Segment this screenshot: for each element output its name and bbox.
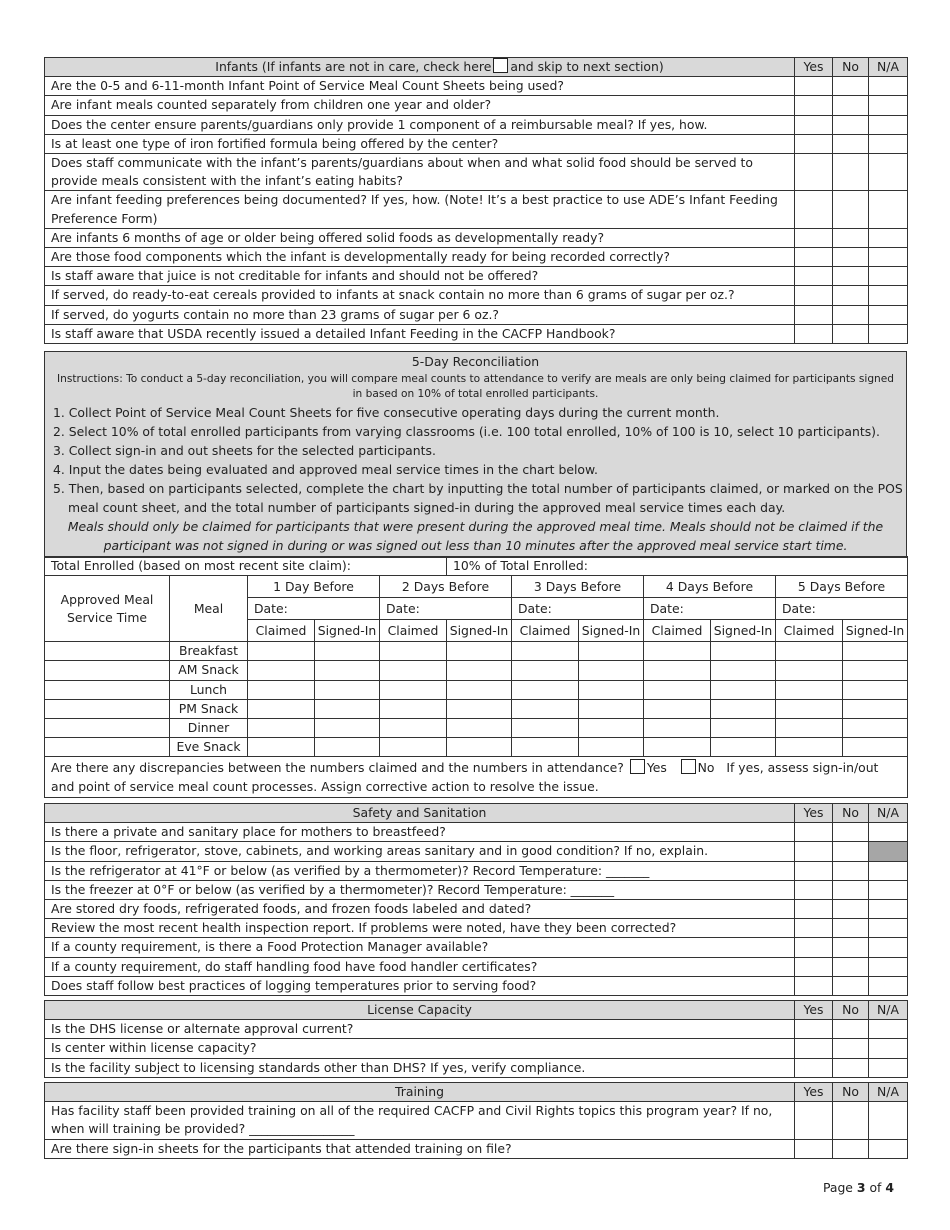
no-answer-cell[interactable] xyxy=(833,1039,869,1058)
na-answer-cell[interactable] xyxy=(869,919,908,938)
no-header: No xyxy=(833,1083,869,1102)
no-header: No xyxy=(833,804,869,823)
day-header: 4 Days Before xyxy=(644,576,776,598)
signed-in-cell[interactable] xyxy=(843,642,908,661)
signed-in-cell[interactable] xyxy=(843,661,908,680)
question-row xyxy=(45,191,908,228)
discrepancy-no-checkbox[interactable] xyxy=(681,759,696,774)
yes-answer-cell[interactable] xyxy=(795,1102,833,1139)
question-row xyxy=(45,1139,908,1158)
na-answer-cell[interactable] xyxy=(869,842,908,861)
meal-row xyxy=(45,680,908,699)
no-answer-cell[interactable] xyxy=(833,1139,869,1158)
yes-answer-cell[interactable] xyxy=(795,938,833,957)
signed-in-cell[interactable] xyxy=(843,680,908,699)
of-word: of xyxy=(869,1180,882,1195)
claimed-cell[interactable] xyxy=(644,642,711,661)
step-item: 5. Then, based on participants selected, complete the chart by inputting the total number of participants claimed, or marked on the POS meal count sheet, and the total number of participants signed-in during the approved meal service times each day. xyxy=(53,481,903,515)
signed-in-cell[interactable] xyxy=(315,661,380,680)
meal-header: Meal xyxy=(170,576,248,642)
na-answer-cell[interactable] xyxy=(869,938,908,957)
na-answer-cell[interactable] xyxy=(869,191,908,228)
no-answer-cell[interactable] xyxy=(833,228,869,247)
claimed-cell[interactable] xyxy=(248,699,315,718)
day-header: 1 Day Before xyxy=(248,576,380,598)
yes-answer-cell[interactable] xyxy=(795,1139,833,1158)
step-item: 1. Collect Point of Service Meal Count Sheets for five consecutive operating days during the current month. xyxy=(53,405,720,420)
question-row xyxy=(45,115,908,134)
claimed-cell[interactable] xyxy=(644,719,711,738)
question-row xyxy=(45,1039,908,1058)
signed-in-cell[interactable] xyxy=(315,642,380,661)
no-answer-cell[interactable] xyxy=(833,900,869,919)
question-row xyxy=(45,1102,908,1139)
discrepancy-tail: If yes, assess sign-in/out xyxy=(726,760,879,776)
signed-in-cell[interactable] xyxy=(843,699,908,718)
service-time-cell[interactable] xyxy=(45,680,170,699)
date-field[interactable]: Date: xyxy=(512,598,644,620)
signed-in-header: Signed-In xyxy=(843,620,908,642)
meal-row xyxy=(45,661,908,680)
no-header: No xyxy=(833,58,869,77)
yes-answer-cell[interactable] xyxy=(795,286,833,305)
claimed-header: Claimed xyxy=(248,620,315,642)
signed-in-cell[interactable] xyxy=(579,680,644,699)
na-answer-cell[interactable] xyxy=(869,154,908,191)
na-answer-cell[interactable] xyxy=(869,305,908,324)
yes-answer-cell[interactable] xyxy=(795,267,833,286)
yes-answer-cell[interactable] xyxy=(795,154,833,191)
signed-in-cell[interactable] xyxy=(579,661,644,680)
question-row xyxy=(45,880,908,899)
service-time-cell[interactable] xyxy=(45,699,170,718)
question-row xyxy=(45,228,908,247)
question-text: Is the facility subject to licensing standards other than DHS? If yes, verify compliance. xyxy=(45,1058,795,1077)
na-header: N/A xyxy=(869,1083,908,1102)
na-answer-cell[interactable] xyxy=(869,248,908,267)
question-text: Is staff aware that juice is not creditable for infants and should not be offered? xyxy=(45,267,795,286)
signed-in-cell[interactable] xyxy=(843,738,908,757)
day-header: 5 Days Before xyxy=(776,576,908,598)
yes-header: Yes xyxy=(795,804,833,823)
signed-in-cell[interactable] xyxy=(447,680,512,699)
discrepancy-yes-checkbox[interactable] xyxy=(630,759,645,774)
step-item: 3. Collect sign-in and out sheets for the selected participants. xyxy=(53,443,436,458)
claimed-cell[interactable] xyxy=(644,661,711,680)
yes-answer-cell[interactable] xyxy=(795,900,833,919)
question-text: Is center within license capacity? xyxy=(45,1039,795,1058)
question-row xyxy=(45,823,908,842)
question-text: If a county requirement, do staff handling food have food handler certificates? xyxy=(45,957,795,976)
claimed-cell[interactable] xyxy=(380,680,447,699)
meal-label: Breakfast xyxy=(170,642,248,661)
no-answer-cell[interactable] xyxy=(833,115,869,134)
na-answer-cell[interactable] xyxy=(869,1039,908,1058)
no-answer-cell[interactable] xyxy=(833,267,869,286)
question-row xyxy=(45,1058,908,1077)
discrepancy-row xyxy=(45,757,908,798)
claimed-cell[interactable] xyxy=(512,680,579,699)
signed-in-cell[interactable] xyxy=(315,719,380,738)
na-answer-cell[interactable] xyxy=(869,900,908,919)
na-answer-cell[interactable] xyxy=(869,77,908,96)
na-answer-cell[interactable] xyxy=(869,1020,908,1039)
claimed-cell[interactable] xyxy=(512,738,579,757)
day-header: 2 Days Before xyxy=(380,576,512,598)
claimed-cell[interactable] xyxy=(776,642,843,661)
question-row xyxy=(45,1020,908,1039)
signed-in-cell[interactable] xyxy=(711,719,776,738)
question-row xyxy=(45,305,908,324)
training-title: Training xyxy=(45,1083,795,1102)
infants-not-in-care-checkbox[interactable] xyxy=(493,58,508,73)
date-field[interactable]: Date: xyxy=(380,598,512,620)
question-text: If a county requirement, is there a Food Protection Manager available? xyxy=(45,938,795,957)
day-header: 3 Days Before xyxy=(512,576,644,598)
signed-in-cell[interactable] xyxy=(579,719,644,738)
claimed-cell[interactable] xyxy=(380,738,447,757)
claimed-cell[interactable] xyxy=(512,699,579,718)
no-answer-cell[interactable] xyxy=(833,1058,869,1077)
question-row xyxy=(45,919,908,938)
yes-header: Yes xyxy=(795,1083,833,1102)
no-answer-cell[interactable] xyxy=(833,1020,869,1039)
claimed-cell[interactable] xyxy=(248,642,315,661)
question-row xyxy=(45,77,908,96)
signed-in-cell[interactable] xyxy=(447,699,512,718)
question-text: Is staff aware that USDA recently issued a detailed Infant Feeding in the CACFP Handbook? xyxy=(45,324,795,343)
signed-in-cell[interactable] xyxy=(447,642,512,661)
signed-in-cell[interactable] xyxy=(711,642,776,661)
question-row xyxy=(45,324,908,343)
yes-answer-cell[interactable] xyxy=(795,134,833,153)
question-row xyxy=(45,957,908,976)
na-answer-cell[interactable] xyxy=(869,96,908,115)
na-answer-cell[interactable] xyxy=(869,1139,908,1158)
yes-answer-cell[interactable] xyxy=(795,880,833,899)
signed-in-cell[interactable] xyxy=(843,719,908,738)
meal-row xyxy=(45,738,908,757)
no-answer-cell[interactable] xyxy=(833,861,869,880)
question-text: Is the DHS license or alternate approval current? xyxy=(45,1020,795,1039)
date-field[interactable]: Date: xyxy=(248,598,380,620)
meal-row xyxy=(45,642,908,661)
na-header: N/A xyxy=(869,1001,908,1020)
no-answer-cell[interactable] xyxy=(833,286,869,305)
signed-in-cell[interactable] xyxy=(579,642,644,661)
signed-in-header: Signed-In xyxy=(711,620,776,642)
infants-table xyxy=(44,57,908,344)
na-answer-cell[interactable] xyxy=(869,1058,908,1077)
signed-in-cell[interactable] xyxy=(579,738,644,757)
yes-answer-cell[interactable] xyxy=(795,324,833,343)
question-text: Is the freezer at 0°F or below (as verified by a thermometer)? Record Temperature: _______ xyxy=(45,880,795,899)
safety-table xyxy=(44,803,908,996)
discrepancy-no-label: No xyxy=(697,760,715,776)
meal-label: Eve Snack xyxy=(170,738,248,757)
yes-answer-cell[interactable] xyxy=(795,77,833,96)
signed-in-cell[interactable] xyxy=(315,738,380,757)
question-text: Does the center ensure parents/guardians only provide 1 component of a reimbursable meal? If yes, how. xyxy=(45,115,795,134)
no-answer-cell[interactable] xyxy=(833,823,869,842)
na-answer-cell[interactable] xyxy=(869,880,908,899)
discrepancy-line2: and point of service meal count processes. Assign corrective action to resolve the issue. xyxy=(51,779,599,795)
question-row xyxy=(45,900,908,919)
no-answer-cell[interactable] xyxy=(833,154,869,191)
no-answer-cell[interactable] xyxy=(833,305,869,324)
claimed-cell[interactable] xyxy=(776,680,843,699)
infants-subtitle-pre: (If infants are not in care, check here xyxy=(261,59,492,74)
question-row xyxy=(45,248,908,267)
reconciliation-instructions: Instructions: To conduct a 5-day reconciliation, you will compare meal counts to attendance to verify are meals are only being claimed for participants signed in based on 10% of total enrolled participants. xyxy=(56,373,895,400)
claimed-cell[interactable] xyxy=(380,719,447,738)
question-row xyxy=(45,842,908,861)
reconciliation-section xyxy=(44,351,907,558)
na-answer-cell[interactable] xyxy=(869,861,908,880)
yes-answer-cell[interactable] xyxy=(795,919,833,938)
question-text: Has facility staff been provided training on all of the required CACFP and Civil Rights topics this program year? If no, when will training be provided? _________________ xyxy=(45,1102,795,1139)
total-enrolled-label: Total Enrolled (based on most recent site claim): xyxy=(45,557,447,576)
yes-answer-cell[interactable] xyxy=(795,823,833,842)
date-field[interactable]: Date: xyxy=(776,598,908,620)
na-answer-cell[interactable] xyxy=(869,976,908,995)
question-text: Does staff follow best practices of logging temperatures prior to serving food? xyxy=(45,976,795,995)
question-row xyxy=(45,861,908,880)
yes-header: Yes xyxy=(795,58,833,77)
signed-in-cell[interactable] xyxy=(579,699,644,718)
no-answer-cell[interactable] xyxy=(833,1102,869,1139)
question-text: Is there a private and sanitary place for mothers to breastfeed? xyxy=(45,823,795,842)
service-time-cell[interactable] xyxy=(45,642,170,661)
claimed-cell[interactable] xyxy=(248,719,315,738)
claimed-cell[interactable] xyxy=(644,680,711,699)
question-text: Are infants 6 months of age or older being offered solid foods as developmentally ready? xyxy=(45,228,795,247)
yes-answer-cell[interactable] xyxy=(795,115,833,134)
no-answer-cell[interactable] xyxy=(833,77,869,96)
no-answer-cell[interactable] xyxy=(833,96,869,115)
no-answer-cell[interactable] xyxy=(833,938,869,957)
question-text: If served, do yogurts contain no more than 23 grams of sugar per 6 oz.? xyxy=(45,305,795,324)
question-text: Is at least one type of iron fortified formula being offered by the center? xyxy=(45,134,795,153)
reconciliation-note: Meals should only be claimed for participants that were present during the approved meal time. Meals should not be claimed if the participant was not signed in during or was signed out less than 10 minutes after the approved meal service start time. xyxy=(67,519,884,553)
training-table xyxy=(44,1082,908,1159)
na-answer-cell[interactable] xyxy=(869,957,908,976)
reconciliation-steps xyxy=(45,403,906,517)
question-row xyxy=(45,134,908,153)
no-answer-cell[interactable] xyxy=(833,324,869,343)
no-answer-cell[interactable] xyxy=(833,842,869,861)
meal-label: Lunch xyxy=(170,680,248,699)
claimed-cell[interactable] xyxy=(380,699,447,718)
yes-answer-cell[interactable] xyxy=(795,842,833,861)
ten-percent-label: 10% of Total Enrolled: xyxy=(447,557,908,576)
claimed-cell[interactable] xyxy=(776,719,843,738)
yes-answer-cell[interactable] xyxy=(795,957,833,976)
question-text: Review the most recent health inspection report. If problems were noted, have they been corrected? xyxy=(45,919,795,938)
na-answer-cell[interactable] xyxy=(869,115,908,134)
signed-in-cell[interactable] xyxy=(447,738,512,757)
discrepancy-question: Are there any discrepancies between the numbers claimed and the numbers in attendance? xyxy=(51,760,624,776)
question-row xyxy=(45,267,908,286)
meal-row xyxy=(45,719,908,738)
question-row xyxy=(45,154,908,191)
license-title: License Capacity xyxy=(45,1001,795,1020)
yes-answer-cell[interactable] xyxy=(795,248,833,267)
na-header: N/A xyxy=(869,58,908,77)
na-answer-cell[interactable] xyxy=(869,228,908,247)
question-text: Are those food components which the infant is developmentally ready for being recorded correctly? xyxy=(45,248,795,267)
na-answer-cell[interactable] xyxy=(869,324,908,343)
meal-label: Dinner xyxy=(170,719,248,738)
step-item: 2. Select 10% of total enrolled participants from varying classrooms (i.e. 100 total enrolled, 10% of 100 is 10, select 10 participants). xyxy=(53,424,880,439)
claimed-cell[interactable] xyxy=(512,642,579,661)
claimed-header: Claimed xyxy=(644,620,711,642)
question-text: Are infant feeding preferences being documented? If yes, how. (Note! It’s a best practice to use ADE’s Infant Feeding Preference Form) xyxy=(45,191,795,228)
yes-header: Yes xyxy=(795,1001,833,1020)
yes-answer-cell[interactable] xyxy=(795,1039,833,1058)
reconciliation-title: 5-Day Reconciliation xyxy=(411,354,540,369)
yes-answer-cell[interactable] xyxy=(795,861,833,880)
question-text: Is the refrigerator at 41°F or below (as verified by a thermometer)? Record Temperature: _______ xyxy=(45,861,795,880)
approved-time-header: Approved Meal Service Time xyxy=(45,576,170,642)
signed-in-header: Signed-In xyxy=(579,620,644,642)
page-word: Page xyxy=(822,1180,853,1195)
service-time-cell[interactable] xyxy=(45,661,170,680)
service-time-cell[interactable] xyxy=(45,719,170,738)
meal-label: PM Snack xyxy=(170,699,248,718)
no-answer-cell[interactable] xyxy=(833,880,869,899)
signed-in-cell[interactable] xyxy=(711,738,776,757)
claimed-cell[interactable] xyxy=(776,661,843,680)
question-text: Are infant meals counted separately from children one year and older? xyxy=(45,96,795,115)
na-header: N/A xyxy=(869,804,908,823)
question-row xyxy=(45,976,908,995)
question-text: Are the 0-5 and 6-11-month Infant Point of Service Meal Count Sheets being used? xyxy=(45,77,795,96)
question-row xyxy=(45,286,908,305)
signed-in-cell[interactable] xyxy=(315,680,380,699)
na-answer-cell[interactable] xyxy=(869,134,908,153)
safety-title: Safety and Sanitation xyxy=(45,804,795,823)
na-answer-cell[interactable] xyxy=(869,267,908,286)
question-row xyxy=(45,938,908,957)
no-answer-cell[interactable] xyxy=(833,134,869,153)
license-table xyxy=(44,1000,908,1078)
discrepancy-yes-label: Yes xyxy=(646,760,667,776)
step-item: 4. Input the dates being evaluated and approved meal service times in the chart below. xyxy=(53,462,598,477)
claimed-cell[interactable] xyxy=(512,661,579,680)
claimed-cell[interactable] xyxy=(644,738,711,757)
signed-in-header: Signed-In xyxy=(447,620,512,642)
yes-answer-cell[interactable] xyxy=(795,228,833,247)
question-row xyxy=(45,96,908,115)
infants-header xyxy=(45,58,908,77)
no-answer-cell[interactable] xyxy=(833,191,869,228)
page-footer xyxy=(823,1180,894,1195)
no-answer-cell[interactable] xyxy=(833,976,869,995)
claimed-cell[interactable] xyxy=(776,738,843,757)
page-total: 4 xyxy=(885,1180,894,1195)
infants-title: Infants xyxy=(215,59,258,74)
reconciliation-table xyxy=(44,556,908,798)
claimed-cell[interactable] xyxy=(248,738,315,757)
question-text: Are stored dry foods, refrigerated foods, and frozen foods labeled and dated? xyxy=(45,900,795,919)
yes-answer-cell[interactable] xyxy=(795,191,833,228)
signed-in-cell[interactable] xyxy=(711,661,776,680)
no-header: No xyxy=(833,1001,869,1020)
no-answer-cell[interactable] xyxy=(833,919,869,938)
infants-subtitle-post: and skip to next section) xyxy=(510,59,664,74)
claimed-cell[interactable] xyxy=(776,699,843,718)
no-answer-cell[interactable] xyxy=(833,248,869,267)
na-answer-cell[interactable] xyxy=(869,1102,908,1139)
question-text: Does staff communicate with the infant’s parents/guardians about when and what solid food should be served to provide meals consistent with the infant’s eating habits? xyxy=(45,154,795,191)
service-time-cell[interactable] xyxy=(45,738,170,757)
signed-in-cell[interactable] xyxy=(711,680,776,699)
no-answer-cell[interactable] xyxy=(833,957,869,976)
date-field[interactable]: Date: xyxy=(644,598,776,620)
yes-answer-cell[interactable] xyxy=(795,1020,833,1039)
claimed-header: Claimed xyxy=(776,620,843,642)
meal-label: AM Snack xyxy=(170,661,248,680)
signed-in-cell[interactable] xyxy=(315,699,380,718)
meal-row xyxy=(45,699,908,718)
page-number: 3 xyxy=(856,1180,866,1195)
yes-answer-cell[interactable] xyxy=(795,976,833,995)
question-text: Is the floor, refrigerator, stove, cabinets, and working areas sanitary and in good condition? If no, explain. xyxy=(45,842,795,861)
signed-in-cell[interactable] xyxy=(447,661,512,680)
question-text: Are there sign-in sheets for the participants that attended training on file? xyxy=(45,1139,795,1158)
claimed-header: Claimed xyxy=(380,620,447,642)
claimed-cell[interactable] xyxy=(512,719,579,738)
claimed-cell[interactable] xyxy=(380,642,447,661)
yes-answer-cell[interactable] xyxy=(795,305,833,324)
claimed-cell[interactable] xyxy=(248,661,315,680)
signed-in-cell[interactable] xyxy=(711,699,776,718)
na-answer-cell[interactable] xyxy=(869,823,908,842)
yes-answer-cell[interactable] xyxy=(795,96,833,115)
question-text: If served, do ready-to-eat cereals provided to infants at snack contain no more than 6 grams of sugar per oz.? xyxy=(45,286,795,305)
signed-in-header: Signed-In xyxy=(315,620,380,642)
claimed-header: Claimed xyxy=(512,620,579,642)
signed-in-cell[interactable] xyxy=(447,719,512,738)
claimed-cell[interactable] xyxy=(380,661,447,680)
claimed-cell[interactable] xyxy=(644,699,711,718)
yes-answer-cell[interactable] xyxy=(795,1058,833,1077)
na-answer-cell[interactable] xyxy=(869,286,908,305)
claimed-cell[interactable] xyxy=(248,680,315,699)
